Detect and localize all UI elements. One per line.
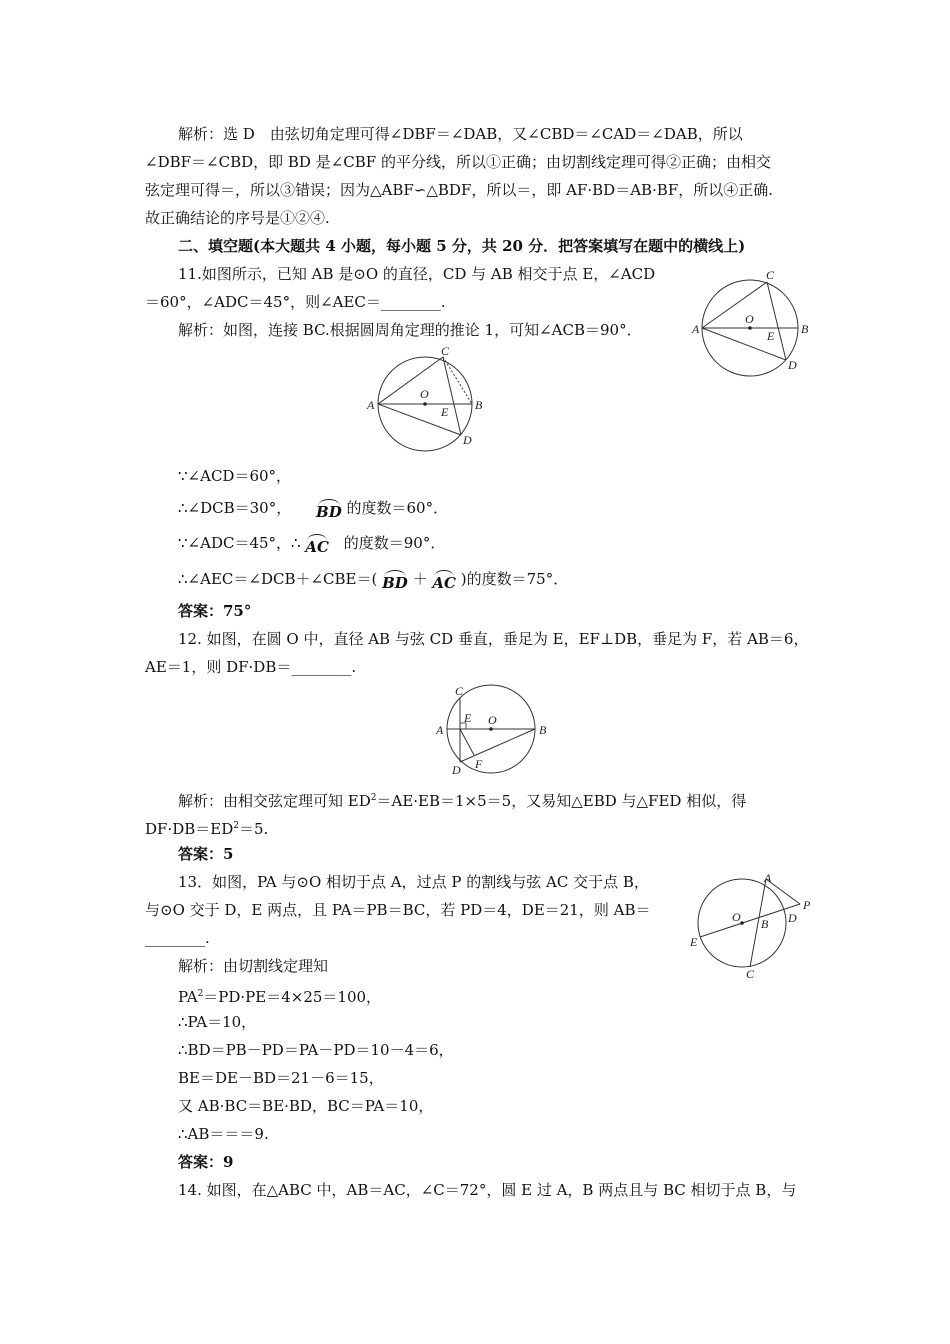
q14-line-1: 14. 如图，在△ABC 中，AB＝AC，∠C＝72°，圆 E 过 A，B 两点且与 BC 相切于点 B，与 [178, 1181, 797, 1199]
fig3-label-e: E [464, 711, 472, 725]
fig1-label-e: E [767, 329, 775, 343]
figure-q11-a [690, 266, 820, 378]
step-3-tail: 的度数＝90°． [343, 534, 446, 552]
q12-sol-c: DF·DB＝ED [145, 820, 234, 838]
q13-solution-1: 解析：由切割线定理知 [178, 957, 329, 975]
fig4-label-b: B [761, 917, 769, 931]
arc-ac: AC [305, 538, 329, 556]
step-4-plus: ＋ [412, 570, 428, 588]
fig4-label-p: P [803, 898, 811, 912]
line-3: 弦定理可得＝，所以③错误；因为△ABF∽△BDF，所以＝，即 AF·BD＝AB·BF，所以④正确. [145, 181, 774, 199]
arc-bd-2: BD [382, 574, 408, 592]
q13-solution-5: BE＝DE－BD＝21－6＝15， [178, 1069, 384, 1087]
fig1-label-c: C [766, 268, 775, 282]
step-3-text: ∵∠ADC＝45°，∴ [178, 534, 301, 552]
step-4-tail: )的度数＝75°． [460, 570, 569, 588]
fig2-label-e: E [441, 405, 449, 419]
answer-11: 答案：75° [178, 602, 252, 620]
q11-solution: 解析：如图，连接 BC.根据圆周角定理的推论 1，可知∠ACB＝90°． [178, 321, 642, 339]
fig1-label-d: D [788, 358, 797, 372]
q11-line-1: 11.如图所示，已知 AB 是⊙O 的直径，CD 与 AB 相交于点 E，∠ACD [178, 265, 656, 283]
fig3-label-c: C [455, 684, 464, 698]
sup-3: 2 [197, 989, 204, 999]
step-2-tail: 的度数＝60°． [346, 499, 449, 517]
fig1-label-a: A [692, 322, 700, 336]
fig3-label-b: B [539, 723, 547, 737]
q13-sol-a: PA [178, 988, 198, 1006]
step-1: ∵∠ACD＝60°， [178, 467, 292, 485]
q13-solution-2 [178, 984, 381, 1007]
section-heading: 二、填空题(本大题共 4 小题，每小题 5 分，共 20 分．把答案填写在题中的横线上) [178, 237, 746, 255]
figure-q11-b [364, 344, 494, 456]
q13-solution-6: 又 AB·BC＝BE·BD，BC＝PA＝10， [178, 1097, 434, 1115]
fig4-label-e: E [690, 935, 698, 949]
fig4-label-d: D [788, 911, 797, 925]
fig3-label-f: F [475, 757, 483, 771]
line-4: 故正确结论的序号是①②④. [145, 209, 330, 227]
q12-sol-b: ＝AE·EB＝1×5＝5，又易知△EBD 与△FED 相似，得 [376, 792, 747, 810]
q12-sol-d: ＝5. [238, 820, 269, 838]
step-2-text: ∴∠DCB＝30°， [178, 499, 292, 517]
fig3-label-d: D [452, 763, 461, 777]
line-2: ∠DBF＝∠CBD，即 BD 是∠CBF 的平分线，所以①正确；由切割线定理可得②正确；由相交 [145, 153, 771, 171]
q12-line-2: AE＝1，则 DF·DB＝________. [145, 658, 357, 676]
fig3-label-a: A [436, 723, 444, 737]
fig2-label-a: A [367, 398, 375, 412]
fig2-label-b: B [475, 398, 483, 412]
q11-line-2: ＝60°，∠ADC＝45°，则∠AEC＝________. [145, 293, 446, 311]
q12-solution-1 [178, 788, 746, 811]
fig1-label-o: O [745, 312, 754, 326]
q13-solution-7: ∴AB＝＝＝9. [178, 1125, 269, 1143]
fig2-label-d: D [463, 433, 472, 447]
q13-solution-4: ∴BD＝PB－PD＝PA－PD＝10－4＝6， [178, 1041, 454, 1059]
q13-line-3: ________. [145, 929, 210, 947]
q13-line-2: 与⊙O 交于 D，E 两点，且 PA＝PB＝BC，若 PD＝4，DE＝21，则 AB＝ [145, 901, 651, 919]
sup-1: 2 [370, 793, 377, 803]
q12-line-1: 12. 如图，在圆 O 中，直径 AB 与弦 CD 垂直，垂足为 E，EF⊥DB，垂足为 F，若 AB＝6， [178, 630, 809, 648]
arc-bd: BD [316, 503, 342, 521]
figure-q12 [430, 682, 550, 778]
fig2-label-o: O [420, 387, 429, 401]
step-4-text: ∴∠AEC＝∠DCB＋∠CBE＝( [178, 570, 378, 588]
step-2 [178, 498, 449, 521]
step-3 [178, 533, 446, 556]
q13-solution-3: ∴PA＝10， [178, 1013, 257, 1031]
fig4-label-a: A [764, 871, 772, 885]
answer-13: 答案：9 [178, 1153, 234, 1171]
step-4 [178, 569, 569, 592]
arc-ac-2: AC [432, 574, 456, 592]
fig3-label-o: O [488, 713, 497, 727]
fig4-label-o: O [732, 910, 741, 924]
fig4-label-c: C [746, 967, 755, 981]
q12-sol-a: 解析：由相交弦定理可知 ED [178, 792, 371, 810]
figure-q13 [686, 870, 816, 982]
fig1-label-b: B [801, 322, 809, 336]
answer-12: 答案：5 [178, 845, 234, 863]
line-1: 解析：选 D 由弦切角定理可得∠DBF＝∠DAB，又∠CBD＝∠CAD＝∠DAB，所以 [178, 125, 743, 143]
q13-line-1: 13．如图，PA 与⊙O 相切于点 A，过点 P 的割线与弦 AC 交于点 B， [178, 873, 649, 891]
sup-2: 2 [233, 821, 239, 831]
q13-sol-b: ＝PD·PE＝4×25＝100， [203, 988, 382, 1006]
q12-solution-2 [145, 816, 268, 839]
fig2-label-c: C [441, 344, 450, 358]
